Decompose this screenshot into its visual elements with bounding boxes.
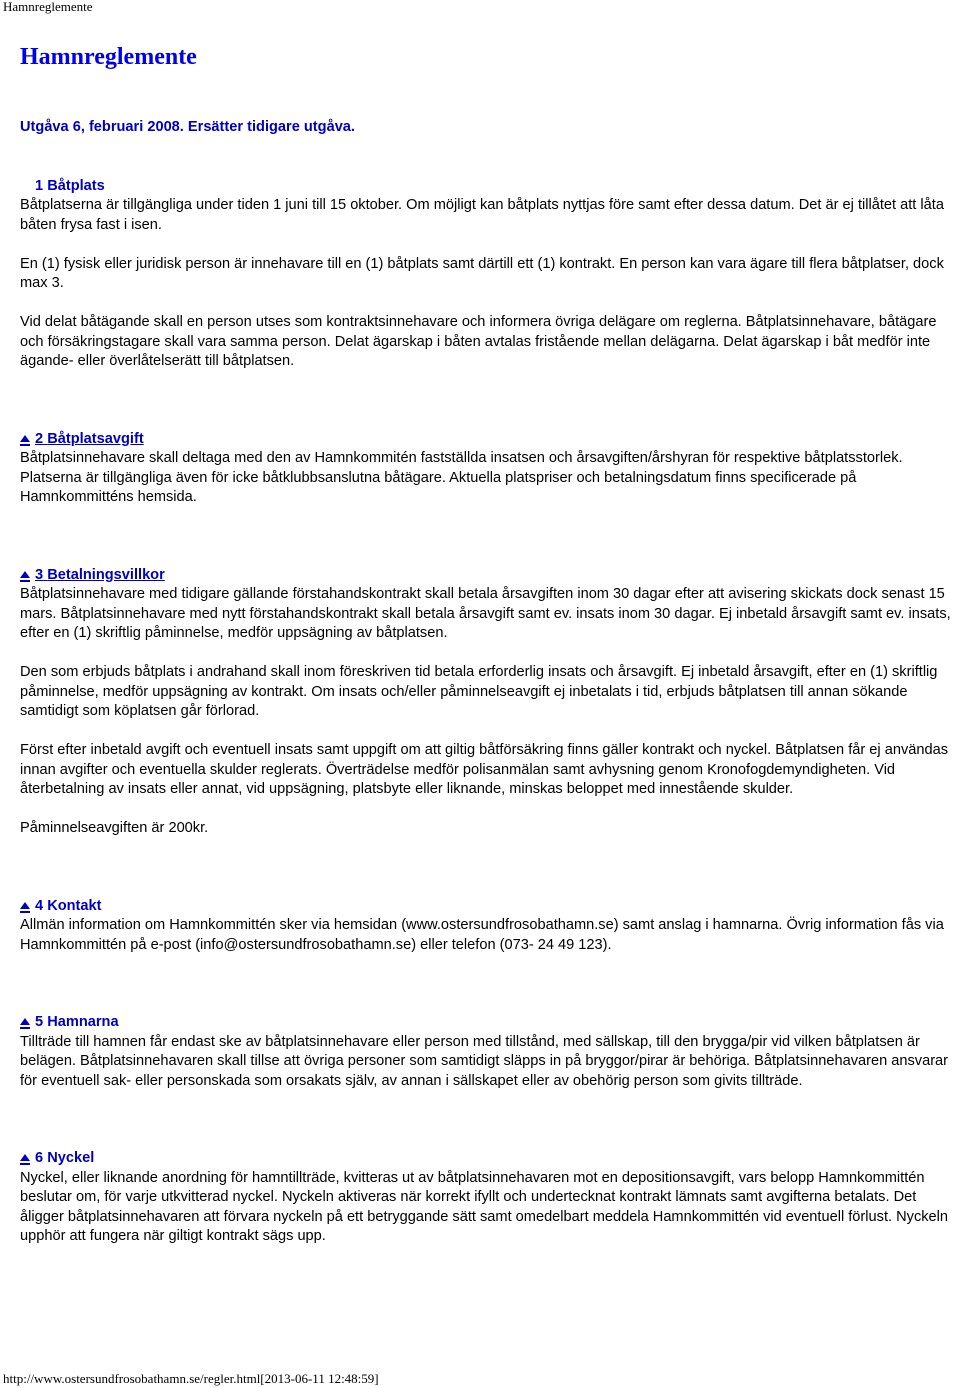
paragraph: Vid delat båtägande skall en person utses som kontraktsinnehavare och informera övriga delägare om reglerna. Båtplatsinnehavare, båtägare och försäkringstagare skall vara samma person. Delat ägarskap i båten avtalas fristående mellan delägarna. Delat ägarskap i båt medför inte ägande- eller överlåtelserätt till båtplatsen.	[20, 314, 937, 369]
section-nyckel	[20, 1149, 956, 1247]
edition-note: Utgåva 6, februari 2008. Ersätter tidigare utgåva.	[20, 119, 355, 135]
footer-url: http://www.ostersundfrosobathamn.se/regler.html[2013-06-11 12:48:59]	[3, 1371, 379, 1386]
up-arrow-icon	[20, 1154, 30, 1161]
paragraph: Båtplatserna är tillgängliga under tiden 1 juni till 15 oktober. Om möjligt kan båtplats nyttjas före samt efter dessa datum. Det är ej tillåtet att låta båten frysa fast i isen.	[20, 197, 944, 233]
section-heading	[20, 177, 956, 197]
section-heading	[20, 1149, 956, 1169]
section-title: Båtplats	[47, 177, 105, 194]
section-hamnarna	[20, 1013, 956, 1091]
section-title: Hamnarna	[47, 1014, 119, 1030]
section-heading	[20, 1013, 956, 1033]
section-batplatsavgift	[20, 430, 956, 508]
section-title: Kontakt	[47, 897, 102, 914]
section-number: 5	[35, 1014, 44, 1030]
section-title: Betalningsvillkor	[47, 566, 165, 583]
paragraph: Den som erbjuds båtplats i andrahand skall inom föreskriven tid betala erforderlig insats och årsavgift. Ej inbetald årsavgift, efter en (1) skriftlig påminnelse, medför uppsägning av kontrakt. Om insats och/eller påminnelseavgift ej inbetalats i tid, erbjuds båtplatsen till annan sökande samtidigt som köplatsen går förlorad.	[20, 664, 938, 719]
up-arrow-icon	[20, 435, 30, 442]
paragraph: Tillträde till hamnen får endast ske av båtplatsinnehavare eller person med tillstånd, med sällskap, till den brygga/pir vid vilken båtplatsen är belägen. Båtplatsinnehavaren skall tillse att övriga personer som samtidigt släpps in på bryggor/pirar är behöriga. Båtplatsinnehavaren ansvarar för eventuell sak- eller personskada som orsakats själv, av annan i sällskapet eller av obehörig person som givits tillträde.	[20, 1033, 949, 1089]
page-title: Hamnreglemente	[20, 44, 197, 70]
section-title: Nyckel	[47, 1150, 95, 1166]
up-arrow-icon	[20, 902, 30, 909]
paragraph: Allmän information om Hamnkommittén sker via hemsidan (www.ostersundfrosobathamn.se) samt anslag i hamnarna. Övrig information fås via Hamnkommittén på e-post (info@ostersundfrosobathamn.se) eller telefon (073- 24 49 123).	[20, 917, 944, 953]
section-heading	[20, 897, 956, 917]
section-number: 2	[35, 430, 44, 447]
section-kontakt	[20, 897, 956, 956]
browser-title: Hamnreglemente	[3, 0, 93, 14]
paragraph: En (1) fysisk eller juridisk person är innehavare till en (1) båtplats samt därtill ett (1) kontrakt. En person kan vara ägare till flera båtplatser, dock max 3.	[20, 255, 944, 291]
document-content	[20, 40, 956, 1247]
section-heading	[20, 430, 956, 450]
section-number: 3	[35, 566, 44, 583]
section-heading	[20, 566, 956, 586]
paragraph: Först efter inbetald avgift och eventuell insats samt uppgift om att giltig båtförsäkring finns gäller kontrakt och nyckel. Båtplatsen får ej användas innan avgifter och eventuella skulder reglerats. Överträdelse medför polisanmälan samt avhysning genom Kronofogdemyndigheten. Vid återbetalning av insats eller annat, vid uppsägning, platsbyte eller liknande, minskas beloppet med innestående skulder.	[20, 742, 949, 797]
up-arrow-icon	[20, 1018, 30, 1025]
section-number: 1	[35, 177, 44, 194]
paragraph: Båtplatsinnehavare skall deltaga med den av Hamnkommitén fastställda insatsen och årsavgiften/årshyran för respektive båtplatsstorlek. Platserna är tillgängliga även för icke båtklubbsanslutna båtägare. Aktuella platspriser och betalningsdatum finns specificerade på Hamnkommitténs hemsida.	[20, 450, 903, 505]
paragraph: Nyckel, eller liknande anordning för hamntillträde, kvitteras ut av båtplatsinnehavaren mot en depositionsavgift, vars belopp Hamnkommittén beslutar om, för varje utkvitterad nyckel. Nyckeln aktiveras när korrekt ifyllt och undertecknat kontrakt lämnats samt avgifterna betalats. Det åligger båtplatsinnehavaren att förvara nyckeln på ett betryggande sätt samt omedelbart meddela Hamnkommittén vid eventuell förlust. Nyckeln upphör att fungera när giltigt kontrakt sägs upp.	[20, 1169, 949, 1244]
section-number: 6	[35, 1150, 44, 1166]
section-title: Båtplatsavgift	[47, 430, 144, 447]
paragraph: Båtplatsinnehavare med tidigare gällande förstahandskontrakt skall betala årsavgiften inom 30 dagar efter att avisering skickats dock senast 15 mars. Båtplatsinnehavare med nytt förstahandskontrakt skall betala årsavgift samt ev. insats inom 30 dagar. Ej inbetald årsavgift samt ev. insats, efter en (1) skriftlig påminnelse, medför uppsägning av båtplatsen.	[20, 586, 951, 641]
section-betalningsvillkor	[20, 566, 956, 839]
up-arrow-icon	[20, 571, 30, 578]
paragraph: Påminnelseavgiften är 200kr.	[20, 820, 209, 836]
section-number: 4	[35, 897, 44, 914]
section-batplats	[20, 177, 956, 372]
